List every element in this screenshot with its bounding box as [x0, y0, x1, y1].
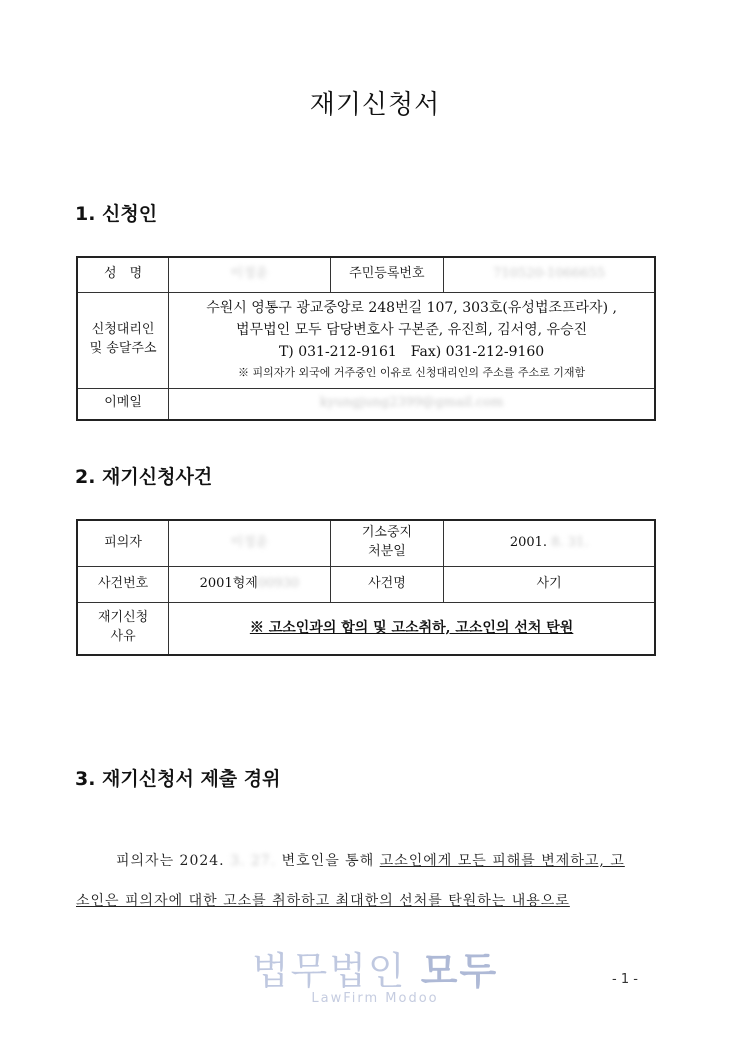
reason-label-line2: 사유 [110, 629, 136, 645]
agent-label [77, 292, 169, 388]
rrn-value: 710520-1066655 [493, 266, 606, 282]
section-heading-applicant: 1. 신청인 [75, 203, 158, 225]
paragraph-via-counsel: 변호인을 통해 [281, 853, 375, 869]
name-value: 이정윤 [230, 266, 269, 282]
suspension-date-value [444, 520, 655, 566]
case-number-label: 사건번호 [77, 566, 169, 602]
paragraph-date-masked: 3. 27. [230, 853, 277, 869]
address-line-2: 법무법인 모두 담당변호사 구본준, 유진희, 김서영, 유승진 [236, 322, 588, 338]
case-table [76, 519, 656, 656]
paragraph-date-prefix: 피의자는 2024. [116, 853, 225, 869]
suspect-label: 피의자 [77, 520, 169, 566]
reason-label [77, 602, 169, 655]
agent-address [169, 292, 655, 388]
reason-label-line1: 재기신청 [97, 610, 149, 626]
suspension-date-year: 2001. [509, 534, 548, 550]
case-name-value: 사기 [444, 566, 655, 602]
section-heading-history: 3. 재기신청서 제출 경위 [75, 768, 281, 790]
suspect-value: 이정윤 [230, 534, 269, 550]
suspension-date-masked: 8. 31. [551, 534, 589, 550]
case-number-masked: 00930 [257, 575, 300, 591]
agent-label-line2: 및 송달주소 [89, 341, 157, 356]
paragraph-line-2: 소인은 피의자에 대한 고소를 취하하고 최대한의 선처를 탄원하는 내용으로 [76, 893, 570, 909]
suspension-label-line1: 기소중지 [361, 525, 413, 541]
watermark-firm-word: 법무법인 [251, 949, 407, 993]
address-note: ※ 피의자가 외국에 거주중인 이유로 신청대리인의 주소를 주소로 기재함 [238, 366, 586, 379]
section-heading-case: 2. 재기신청사건 [75, 466, 213, 488]
agent-label-line1: 신청대리인 [91, 322, 155, 338]
case-number-value [169, 566, 330, 602]
case-number-prefix: 2001형제 [199, 575, 258, 591]
suspension-date-label [330, 520, 444, 566]
reason-value: ※ 고소인과의 합의 및 고소취하, 고소인의 선처 탄원 [249, 619, 574, 636]
page-number: - 1 - [612, 972, 638, 987]
document-title: 재기신청서 [309, 90, 441, 120]
case-name-label: 사건명 [330, 566, 444, 602]
watermark-firm-name: 모두 [420, 949, 499, 993]
paragraph-underlined-1: 고소인에게 모든 피해를 변제하고, 고 [379, 853, 625, 869]
watermark-sub: LawFirm Modoo [311, 991, 439, 1006]
rrn-label: 주민등록번호 [330, 257, 444, 292]
suspension-label-line2: 처분일 [368, 544, 406, 560]
address-line-1: 수원시 영통구 광교중앙로 248번길 107, 303호(유성법조프라자) , [206, 300, 617, 316]
paragraph-line-1 [76, 850, 656, 870]
email-value: kyungjung2399@gmail.com [319, 395, 504, 411]
name-label: 성 명 [77, 257, 169, 292]
address-line-3: T) 031-212-9161 Fax) 031-212-9160 [278, 344, 545, 360]
email-label: 이메일 [77, 388, 169, 420]
applicant-table [76, 256, 656, 421]
